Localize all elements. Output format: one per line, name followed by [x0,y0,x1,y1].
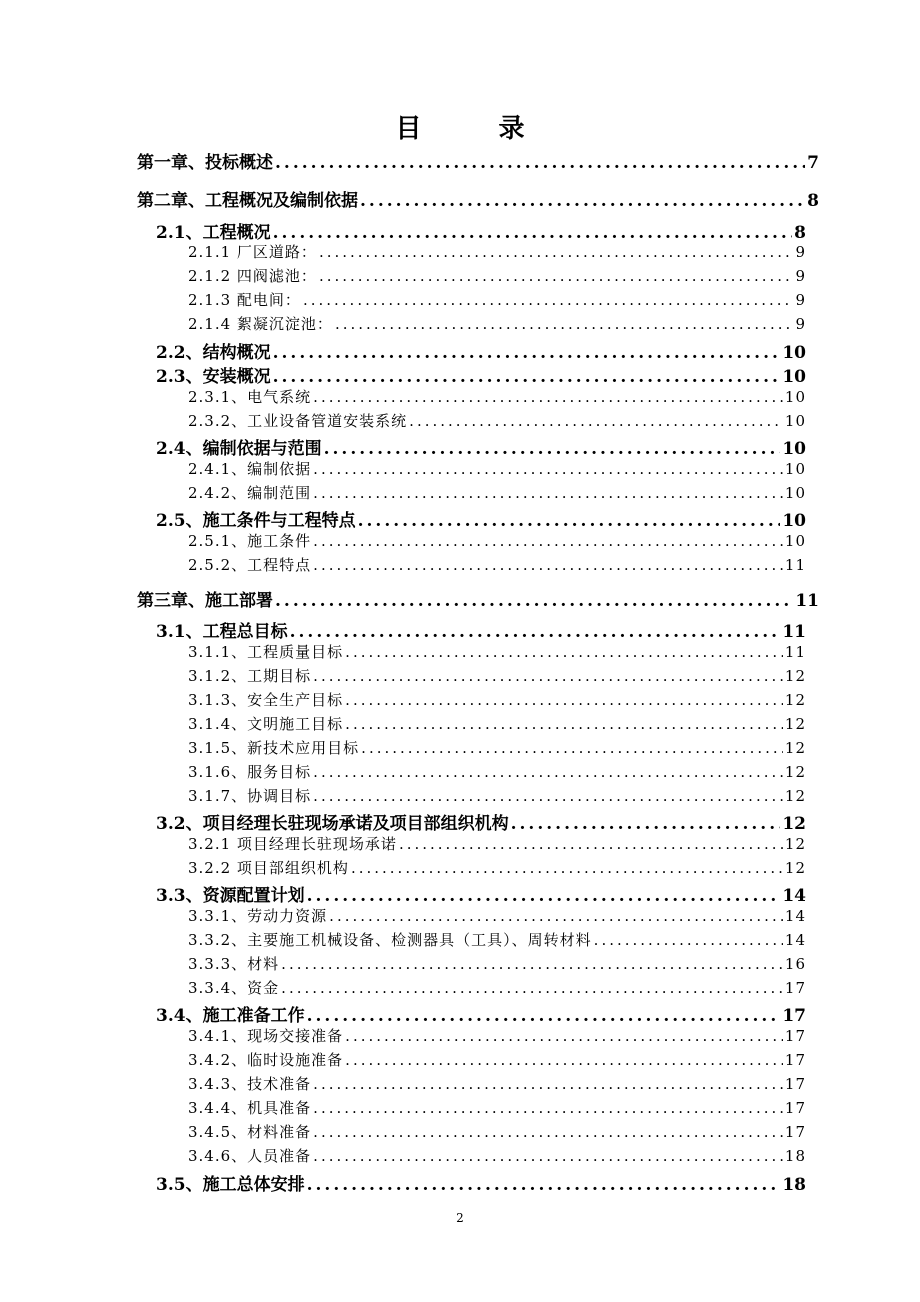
toc-leader-dots [281,955,783,973]
toc-leader-dots [313,1123,783,1141]
toc-leader-dots [273,367,781,387]
toc-leader-dots [345,643,783,661]
toc-entry-page: 11 [784,556,806,574]
toc-entry[interactable] [156,809,806,834]
toc-entry-label: 3.4.1、现场交接准备 [188,1027,344,1045]
toc-entry-page: 17 [784,1123,806,1141]
toc-entry-page: 12 [784,787,806,805]
toc-leader-dots [319,243,794,261]
toc-entry-label: 2.2、结构概况 [156,343,271,363]
toc-entry-page: 12 [784,835,806,853]
toc-entry-label: 2.1.1 厂区道路： [188,243,317,261]
toc-leader-dots [345,1027,783,1045]
toc-entry-page: 10 [782,511,806,531]
toc-entry[interactable] [156,362,806,387]
toc-entry[interactable] [188,929,806,950]
toc-entry[interactable] [188,458,806,479]
toc-entry-label: 2.3.2、工业设备管道安装系统 [188,412,408,430]
toc-entry[interactable] [156,617,806,642]
toc-entry-label: 2.5.1、施工条件 [188,532,312,550]
toc-entry-page: 12 [784,667,806,685]
toc-entry-page: 9 [795,267,806,285]
toc-entry-page: 17 [782,1006,806,1026]
toc-entry-page: 14 [784,907,806,925]
toc-entry-label: 3.3.2、主要施工机械设备、检测器具（工具）、周转材料 [188,931,592,949]
toc-entry-page: 14 [782,886,806,906]
toc-entry-page: 11 [784,643,806,661]
toc-entry-page: 12 [784,739,806,757]
toc-entry[interactable] [137,586,819,611]
toc-entry-label: 2.5.2、工程特点 [188,556,312,574]
toc-leader-dots [313,532,783,550]
toc-leader-dots [313,667,783,685]
toc-leader-dots [399,835,783,853]
toc-entry[interactable] [188,289,806,310]
toc-entry-label: 3.5、施工总体安排 [156,1175,305,1195]
toc-entry[interactable] [188,313,806,334]
toc-entry-page: 10 [784,388,806,406]
toc-entry-page: 9 [795,243,806,261]
toc-entry[interactable] [188,641,806,662]
toc-entry-page: 10 [782,367,806,387]
toc-entry[interactable] [188,785,806,806]
toc-entry[interactable] [188,241,806,262]
toc-leader-dots [345,691,783,709]
toc-entry-page: 10 [782,439,806,459]
toc-entry-page: 12 [784,859,806,877]
toc-entry-label: 3.1.6、服务目标 [188,763,312,781]
toc-entry-page: 18 [784,1147,806,1165]
toc-entry-label: 2.4.2、编制范围 [188,484,312,502]
toc-leader-dots [303,291,794,309]
toc-entry[interactable] [188,953,806,974]
toc-leader-dots [594,931,783,949]
toc-leader-dots [275,591,793,611]
toc-entry[interactable] [188,1025,806,1046]
toc-entry-label: 第二章、工程概况及编制依据 [137,191,358,211]
toc-entry-label: 3.3.4、资金 [188,979,280,997]
toc-entry[interactable] [156,1170,806,1195]
toc-leader-dots [313,1099,783,1117]
page-number: 2 [456,1211,464,1225]
toc-leader-dots [313,787,783,805]
toc-entry[interactable] [156,434,806,459]
toc-entry[interactable] [188,554,806,575]
toc-entry[interactable] [188,265,806,286]
toc-entry-page: 7 [807,153,819,173]
toc-entry-label: 3.3、资源配置计划 [156,886,305,906]
toc-leader-dots [273,343,781,363]
toc-entry-label: 3.1、工程总目标 [156,622,288,642]
toc-entry-label: 2.1.4 絮凝沉淀池： [188,315,333,333]
toc-entry-label: 3.3.3、材料 [188,955,280,973]
toc-entry[interactable] [188,482,806,503]
toc-entry[interactable] [137,186,819,211]
toc-entry-label: 2.4.1、编制依据 [188,460,312,478]
toc-leader-dots [335,315,794,333]
toc-leader-dots [307,1006,781,1026]
toc-entry-label: 3.4.5、材料准备 [188,1123,312,1141]
toc-leader-dots [313,1075,783,1093]
toc-entry[interactable] [188,1073,806,1094]
toc-entry-page: 14 [784,931,806,949]
toc-leader-dots [345,1051,783,1069]
toc-entry[interactable] [156,506,806,531]
toc-entry-page: 11 [782,622,806,642]
toc-leader-dots [360,191,805,211]
toc-leader-dots [313,460,783,478]
toc-entry[interactable] [188,737,806,758]
toc-entry[interactable] [188,665,806,686]
toc-leader-dots [307,1175,781,1195]
toc-entry[interactable] [188,530,806,551]
toc-entry-label: 3.4.4、机具准备 [188,1099,312,1117]
toc-entry-label: 2.1.3 配电间： [188,291,301,309]
toc-leader-dots [290,622,781,642]
toc-leader-dots [313,1147,783,1165]
toc-entry-page: 10 [784,460,806,478]
toc-entry-label: 3.4.2、临时设施准备 [188,1051,344,1069]
toc-leader-dots [273,223,793,243]
toc-entry[interactable] [188,689,806,710]
toc-entry[interactable] [188,386,806,407]
toc-entry-page: 10 [784,532,806,550]
toc-entry-page: 17 [784,1075,806,1093]
toc-entry[interactable] [156,881,806,906]
toc-leader-dots [313,484,783,502]
toc-title: 目 录 [395,114,559,144]
toc-entry-page: 10 [784,412,806,430]
toc-entry-label: 2.1.2 四阀滤池： [188,267,317,285]
toc-entry-label: 3.2.2 项目部组织机构 [188,859,349,877]
toc-entry-label: 3.1.2、工期目标 [188,667,312,685]
toc-entry-label: 3.2.1 项目经理长驻现场承诺 [188,835,397,853]
toc-entry-page: 16 [784,955,806,973]
toc-entry[interactable] [156,218,806,243]
toc-entry-label: 3.1.4、文明施工目标 [188,715,344,733]
toc-leader-dots [351,859,783,877]
toc-entry-page: 12 [784,763,806,781]
toc-entry-page: 17 [784,1027,806,1045]
toc-entry[interactable] [188,1121,806,1142]
toc-leader-dots [307,886,781,906]
toc-entry-page: 10 [784,484,806,502]
toc-entry-page: 17 [784,979,806,997]
toc-entry-page: 8 [807,191,819,211]
toc-entry-label: 第一章、投标概述 [137,153,273,173]
toc-leader-dots [275,153,805,173]
toc-entry-page: 17 [784,1051,806,1069]
toc-leader-dots [281,979,783,997]
toc-leader-dots [324,439,781,459]
toc-entry-label: 2.4、编制依据与范围 [156,439,322,459]
toc-leader-dots [511,814,781,834]
toc-entry-page: 11 [795,591,819,611]
toc-leader-dots [409,412,783,430]
toc-entry-page: 9 [795,291,806,309]
toc-entry-label: 3.1.3、安全生产目标 [188,691,344,709]
toc-entry[interactable] [188,410,806,431]
toc-entry[interactable] [188,1097,806,1118]
toc-entry-page: 9 [795,315,806,333]
toc-entry-label: 3.4.3、技术准备 [188,1075,312,1093]
toc-entry-page: 10 [782,343,806,363]
toc-entry-label: 2.1、工程概况 [156,223,271,243]
toc-entry[interactable] [188,713,806,734]
toc-entry-label: 3.3.1、劳动力资源 [188,907,328,925]
toc-entry[interactable] [188,833,806,854]
toc-entry-label: 3.2、项目经理长驻现场承诺及项目部组织机构 [156,814,509,834]
toc-entry[interactable] [188,857,806,878]
toc-leader-dots [329,907,783,925]
toc-entry-label: 第三章、施工部署 [137,591,273,611]
toc-leader-dots [319,267,794,285]
toc-entry-label: 2.5、施工条件与工程特点 [156,511,356,531]
toc-entry-label: 3.1.1、工程质量目标 [188,643,344,661]
toc-entry[interactable] [137,148,819,173]
toc-entry[interactable] [188,761,806,782]
toc-entry-page: 17 [784,1099,806,1117]
toc-entry-label: 3.4.6、人员准备 [188,1147,312,1165]
toc-entry-page: 12 [784,691,806,709]
toc-entry-label: 3.1.7、协调目标 [188,787,312,805]
toc-entry[interactable] [156,338,806,363]
toc-entry[interactable] [188,977,806,998]
toc-entry-page: 8 [794,223,806,243]
toc-leader-dots [313,388,783,406]
toc-entry[interactable] [156,1001,806,1026]
toc-leader-dots [358,511,781,531]
toc-entry-page: 18 [782,1175,806,1195]
toc-entry[interactable] [188,1049,806,1070]
toc-leader-dots [313,556,783,574]
toc-entry-page: 12 [784,715,806,733]
toc-leader-dots [313,763,783,781]
toc-leader-dots [345,715,783,733]
toc-entry-page: 12 [782,814,806,834]
toc-entry-label: 2.3.1、电气系统 [188,388,312,406]
toc-entry-label: 3.4、施工准备工作 [156,1006,305,1026]
toc-entry[interactable] [188,1145,806,1166]
toc-leader-dots [361,739,783,757]
toc-entry[interactable] [188,905,806,926]
toc-entry-label: 3.1.5、新技术应用目标 [188,739,360,757]
toc-entry-label: 2.3、安装概况 [156,367,271,387]
